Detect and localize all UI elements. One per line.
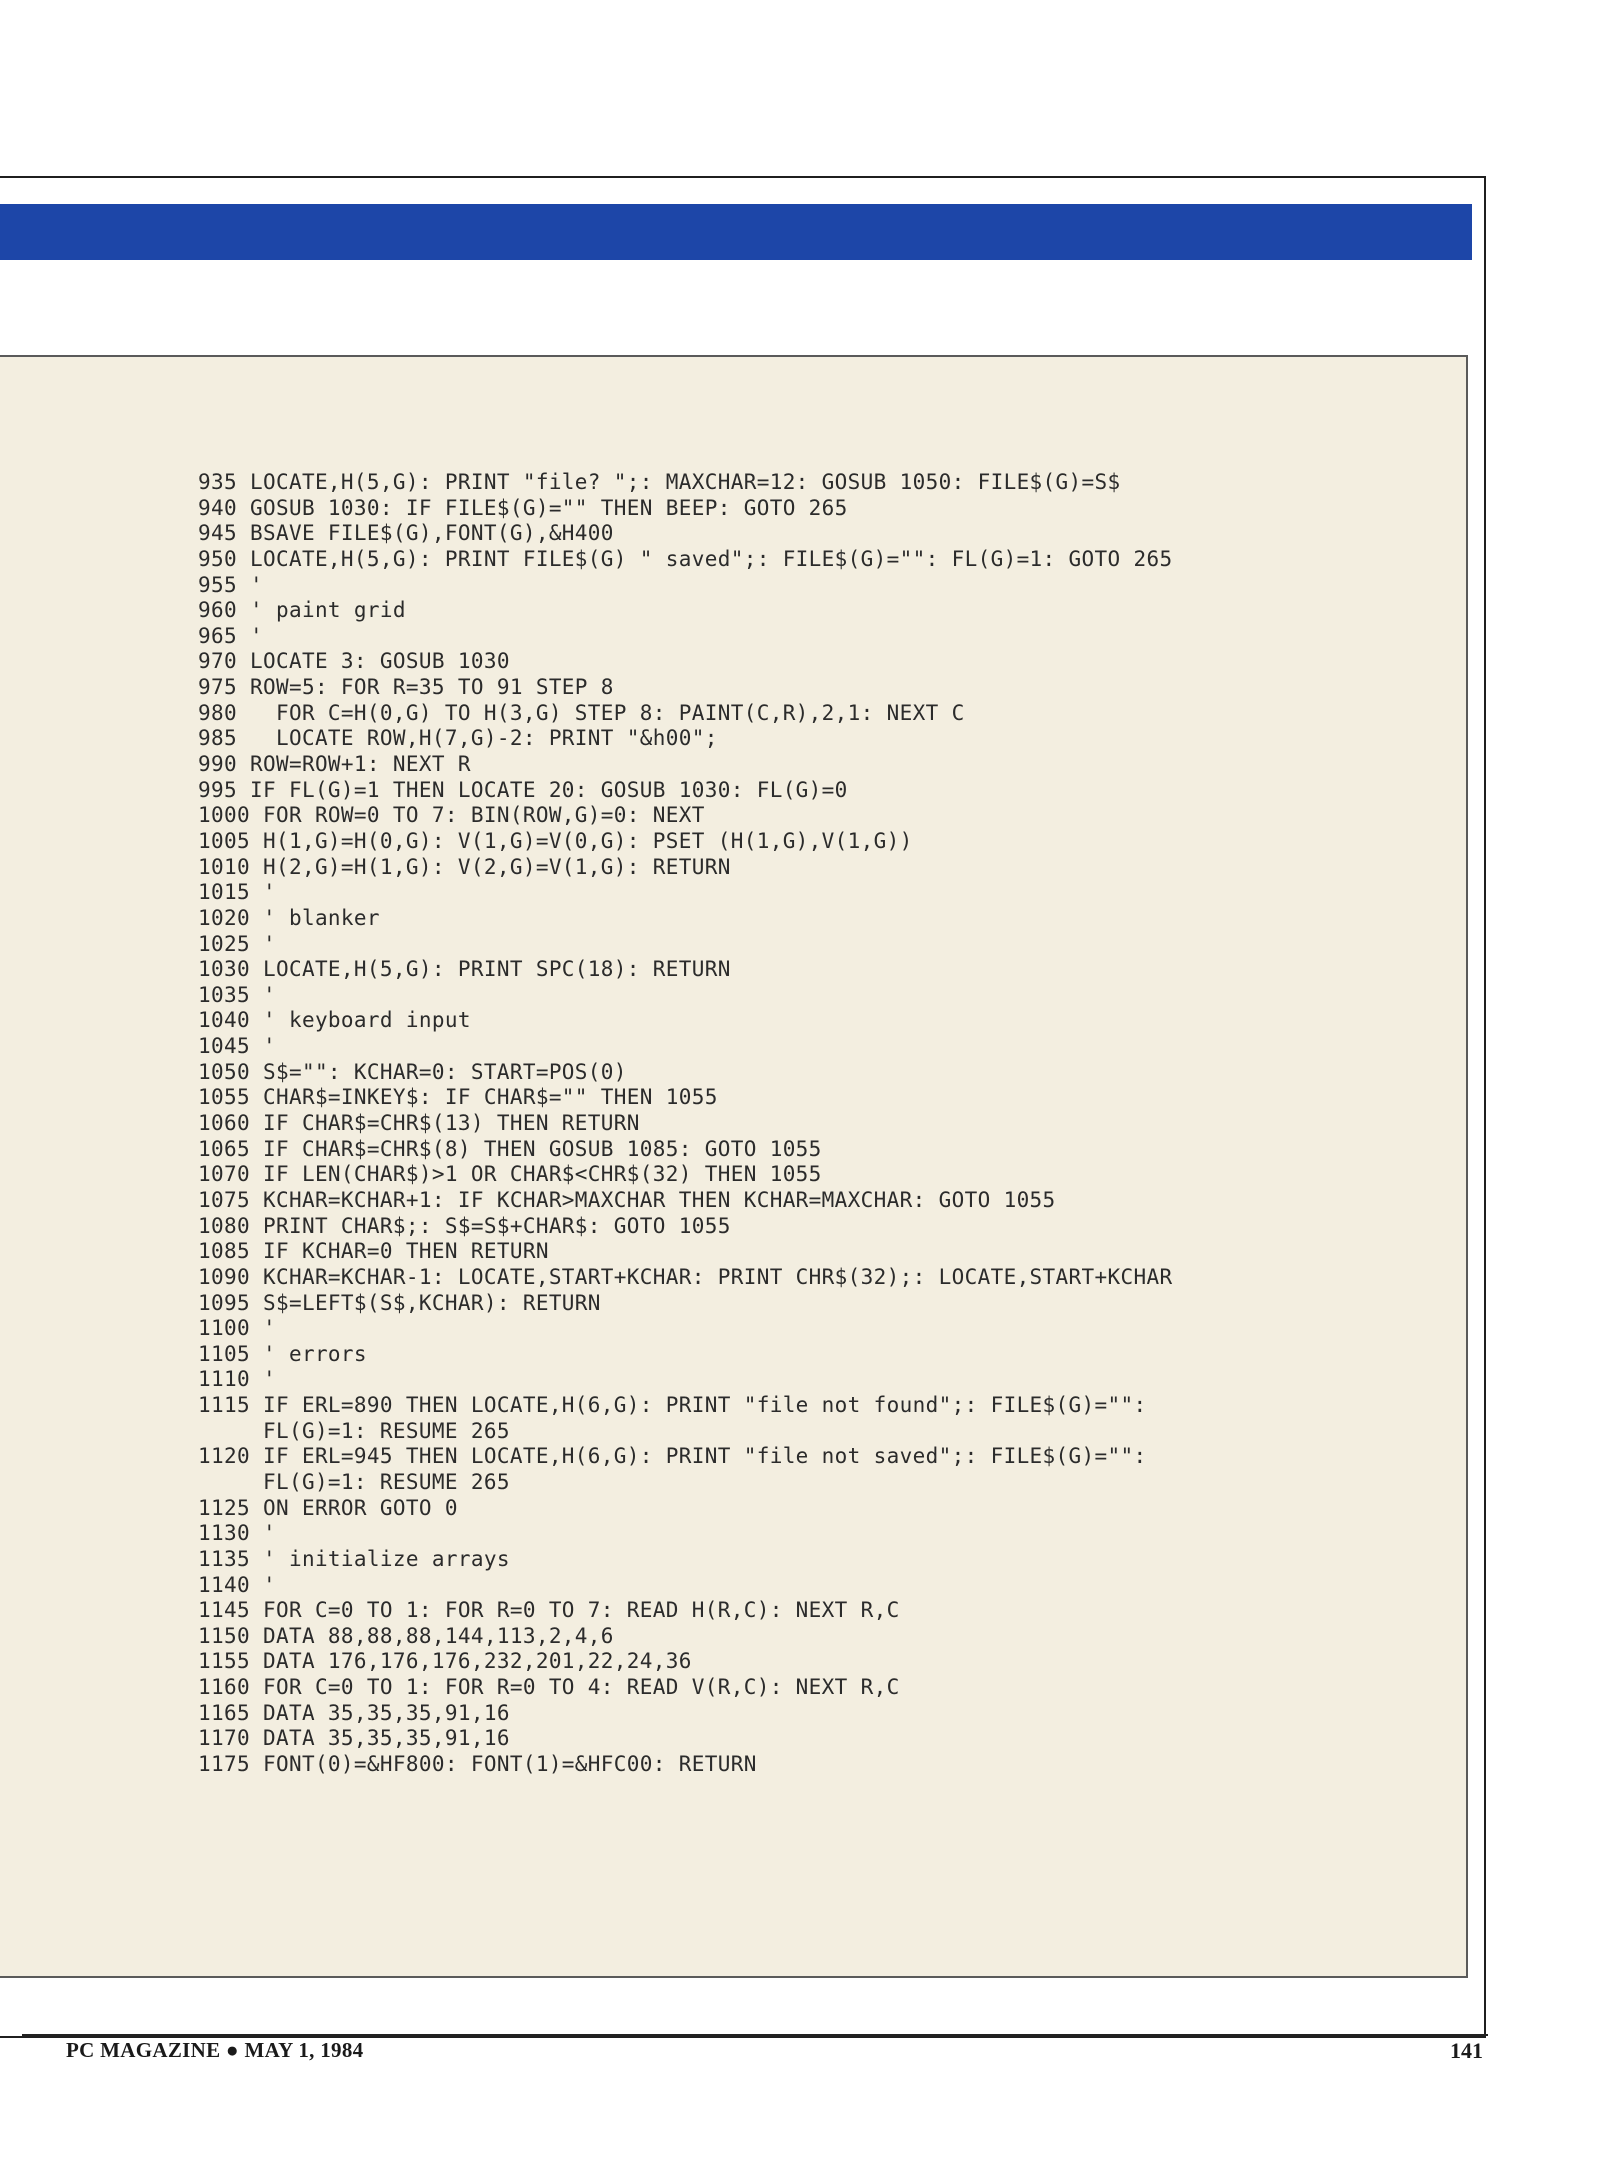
code-line: 995 IF FL(G)=1 THEN LOCATE 20: GOSUB 1030: FL(G)=0 (198, 777, 848, 802)
code-line: 945 BSAVE FILE$(G),FONT(G),&H400 (198, 521, 614, 546)
code-line: 1060 IF CHAR$=CHR$(13) THEN RETURN (198, 1111, 640, 1136)
code-line: 1095 S$=LEFT$(S$,KCHAR): RETURN (198, 1290, 601, 1315)
code-line: 950 LOCATE,H(5,G): PRINT FILE$(G) " saved";: FILE$(G)="": FL(G)=1: GOTO 265 (198, 546, 1173, 571)
code-line: 970 LOCATE 3: GOSUB 1030 (198, 649, 510, 674)
code-line: 1175 FONT(0)=&HF800: FONT(1)=&HFC00: RETURN (198, 1752, 757, 1777)
code-line: 955 ' (198, 572, 263, 597)
code-line: 1070 IF LEN(CHAR$)>1 OR CHAR$<CHR$(32) THEN 1055 (198, 1162, 822, 1187)
code-line: 1140 ' (198, 1572, 276, 1597)
code-line: 1020 ' blanker (198, 905, 380, 930)
code-line: 1075 KCHAR=KCHAR+1: IF KCHAR>MAXCHAR THEN KCHAR=MAXCHAR: GOTO 1055 (198, 1187, 1056, 1212)
basic-program-listing (198, 470, 1172, 1778)
code-line: 1005 H(1,G)=H(0,G): V(1,G)=V(0,G): PSET (H(1,G),V(1,G)) (198, 828, 913, 853)
code-line: 1025 ' (198, 931, 276, 956)
code-line: 1150 DATA 88,88,88,144,113,2,4,6 (198, 1623, 614, 1648)
code-line: 1090 KCHAR=KCHAR-1: LOCATE,START+KCHAR: PRINT CHR$(32);: LOCATE,START+KCHAR (198, 1264, 1173, 1289)
code-line: 1085 IF KCHAR=0 THEN RETURN (198, 1239, 549, 1264)
code-line: 1105 ' errors (198, 1341, 367, 1366)
code-line: 1030 LOCATE,H(5,G): PRINT SPC(18): RETURN (198, 957, 731, 982)
code-line: 960 ' paint grid (198, 598, 406, 623)
code-line: 940 GOSUB 1030: IF FILE$(G)="" THEN BEEP: GOTO 265 (198, 495, 848, 520)
code-line: 935 LOCATE,H(5,G): PRINT "file? ";: MAXCHAR=12: GOSUB 1050: FILE$(G)=S$ (198, 470, 1121, 494)
code-line: 1125 ON ERROR GOTO 0 (198, 1495, 458, 1520)
code-line: 1110 ' (198, 1367, 276, 1392)
code-line: 1100 ' (198, 1316, 276, 1341)
code-line: 1055 CHAR$=INKEY$: IF CHAR$="" THEN 1055 (198, 1085, 718, 1110)
code-line: FL(G)=1: RESUME 265 (198, 1469, 510, 1494)
code-line: 1155 DATA 176,176,176,232,201,22,24,36 (198, 1649, 692, 1674)
code-line: 1015 ' (198, 880, 276, 905)
code-line: 1010 H(2,G)=H(1,G): V(2,G)=V(1,G): RETURN (198, 854, 731, 879)
code-line: 1050 S$="": KCHAR=0: START=POS(0) (198, 1059, 627, 1084)
publication-footer: PC MAGAZINE ● MAY 1, 1984 (66, 2038, 364, 2062)
header-color-band (0, 204, 1472, 260)
code-line: 965 ' (198, 623, 263, 648)
code-line: 1145 FOR C=0 TO 1: FOR R=0 TO 7: READ H(R,C): NEXT R,C (198, 1598, 900, 1623)
code-line: 980 FOR C=H(0,G) TO H(3,G) STEP 8: PAINT(C,R),2,1: NEXT C (198, 700, 965, 725)
code-line: 1120 IF ERL=945 THEN LOCATE,H(6,G): PRINT "file not saved";: FILE$(G)="": (198, 1444, 1147, 1469)
code-line: 975 ROW=5: FOR R=35 TO 91 STEP 8 (198, 675, 614, 700)
code-line: 1135 ' initialize arrays (198, 1546, 510, 1571)
code-line: 990 ROW=ROW+1: NEXT R (198, 752, 471, 777)
code-line: FL(G)=1: RESUME 265 (198, 1418, 510, 1443)
code-line: 1160 FOR C=0 TO 1: FOR R=0 TO 4: READ V(R,C): NEXT R,C (198, 1675, 900, 1700)
code-line: 1130 ' (198, 1521, 276, 1546)
code-line: 1115 IF ERL=890 THEN LOCATE,H(6,G): PRINT "file not found";: FILE$(G)="": (198, 1393, 1147, 1418)
footer-rule (22, 2034, 1488, 2036)
code-line: 1040 ' keyboard input (198, 1008, 471, 1033)
code-line: 1080 PRINT CHAR$;: S$=S$+CHAR$: GOTO 1055 (198, 1213, 731, 1238)
code-line: 1065 IF CHAR$=CHR$(8) THEN GOSUB 1085: GOTO 1055 (198, 1136, 822, 1161)
page-number: 141 (1450, 2038, 1483, 2063)
code-line: 1045 ' (198, 1034, 276, 1059)
code-line: 985 LOCATE ROW,H(7,G)-2: PRINT "&h00"; (198, 726, 718, 751)
code-line: 1165 DATA 35,35,35,91,16 (198, 1700, 510, 1725)
code-line: 1035 ' (198, 982, 276, 1007)
code-line: 1170 DATA 35,35,35,91,16 (198, 1726, 510, 1751)
code-line: 1000 FOR ROW=0 TO 7: BIN(ROW,G)=0: NEXT (198, 803, 705, 828)
